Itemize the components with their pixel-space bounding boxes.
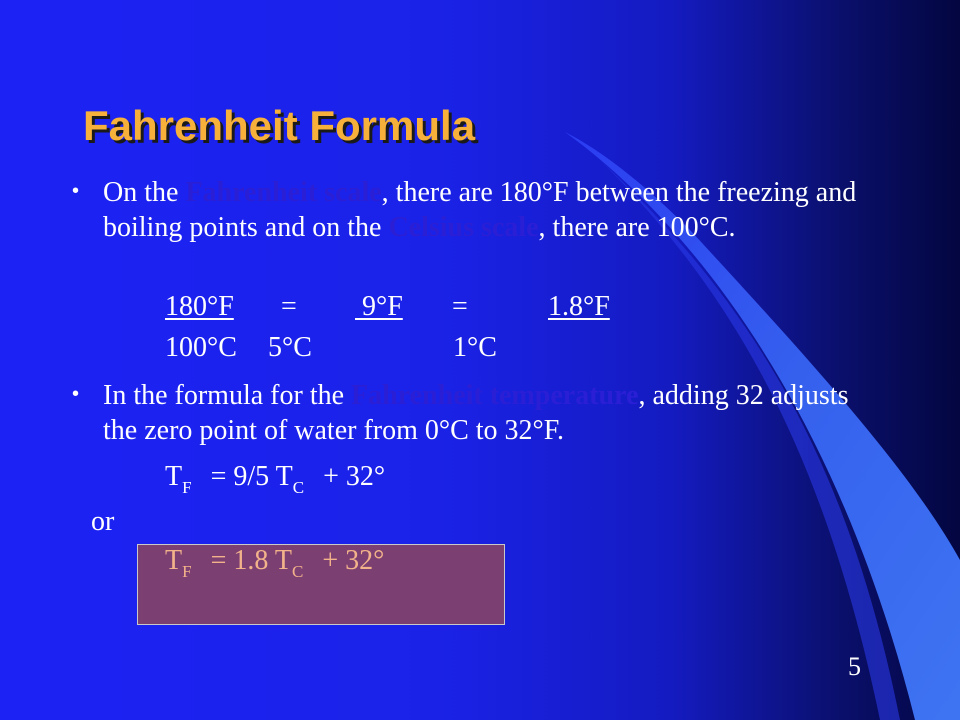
formula-9-5: $T_F = 9/5$ $T_C + 32^\circ$ [165, 461, 386, 497]
highlight-fahrenheit-scale: Fahrenheit scale [185, 177, 382, 208]
bullet-marker-2: • [72, 383, 80, 405]
ratio-100c: 100°C [165, 332, 237, 363]
bullet-marker: • [72, 180, 80, 202]
ratio-5c: 5°C [268, 332, 312, 363]
ratio-180f: 180°F [165, 291, 234, 322]
page-number: 5 [848, 652, 861, 681]
bullet-paragraph-1: On the Fahrenheit scale, there are 180°F between the freezing and boiling points and on the Celsius scale, there are 100°C. [103, 177, 857, 243]
ratio-1-8f: 1.8°F [548, 291, 610, 322]
ratio-1-8f-wrap [548, 290, 610, 324]
ratio-numerators [165, 290, 234, 324]
ratio-equals-2: = [452, 291, 468, 322]
or-text: or [91, 506, 115, 537]
highlight-celsius-scale: Celsius scale [388, 212, 539, 243]
ratio-9f-wrap [355, 290, 403, 324]
formula-1-8: $T_F = 1.8$ $T_C + 32^\circ$ [165, 545, 385, 581]
ratio-1c: 1°C [453, 332, 497, 363]
bullet-paragraph-2: In the formula for the Fahrenheit temperature, adding 32 adjusts the zero point of water from 0°C to 32°F. [103, 380, 849, 446]
ratio-9f: 9°F [362, 291, 403, 322]
slide-title: Fahrenheit Formula [83, 102, 476, 149]
highlight-fahrenheit-temperature: Fahrenheit temperature [351, 380, 639, 411]
ratio-equals-1: = [281, 291, 297, 322]
